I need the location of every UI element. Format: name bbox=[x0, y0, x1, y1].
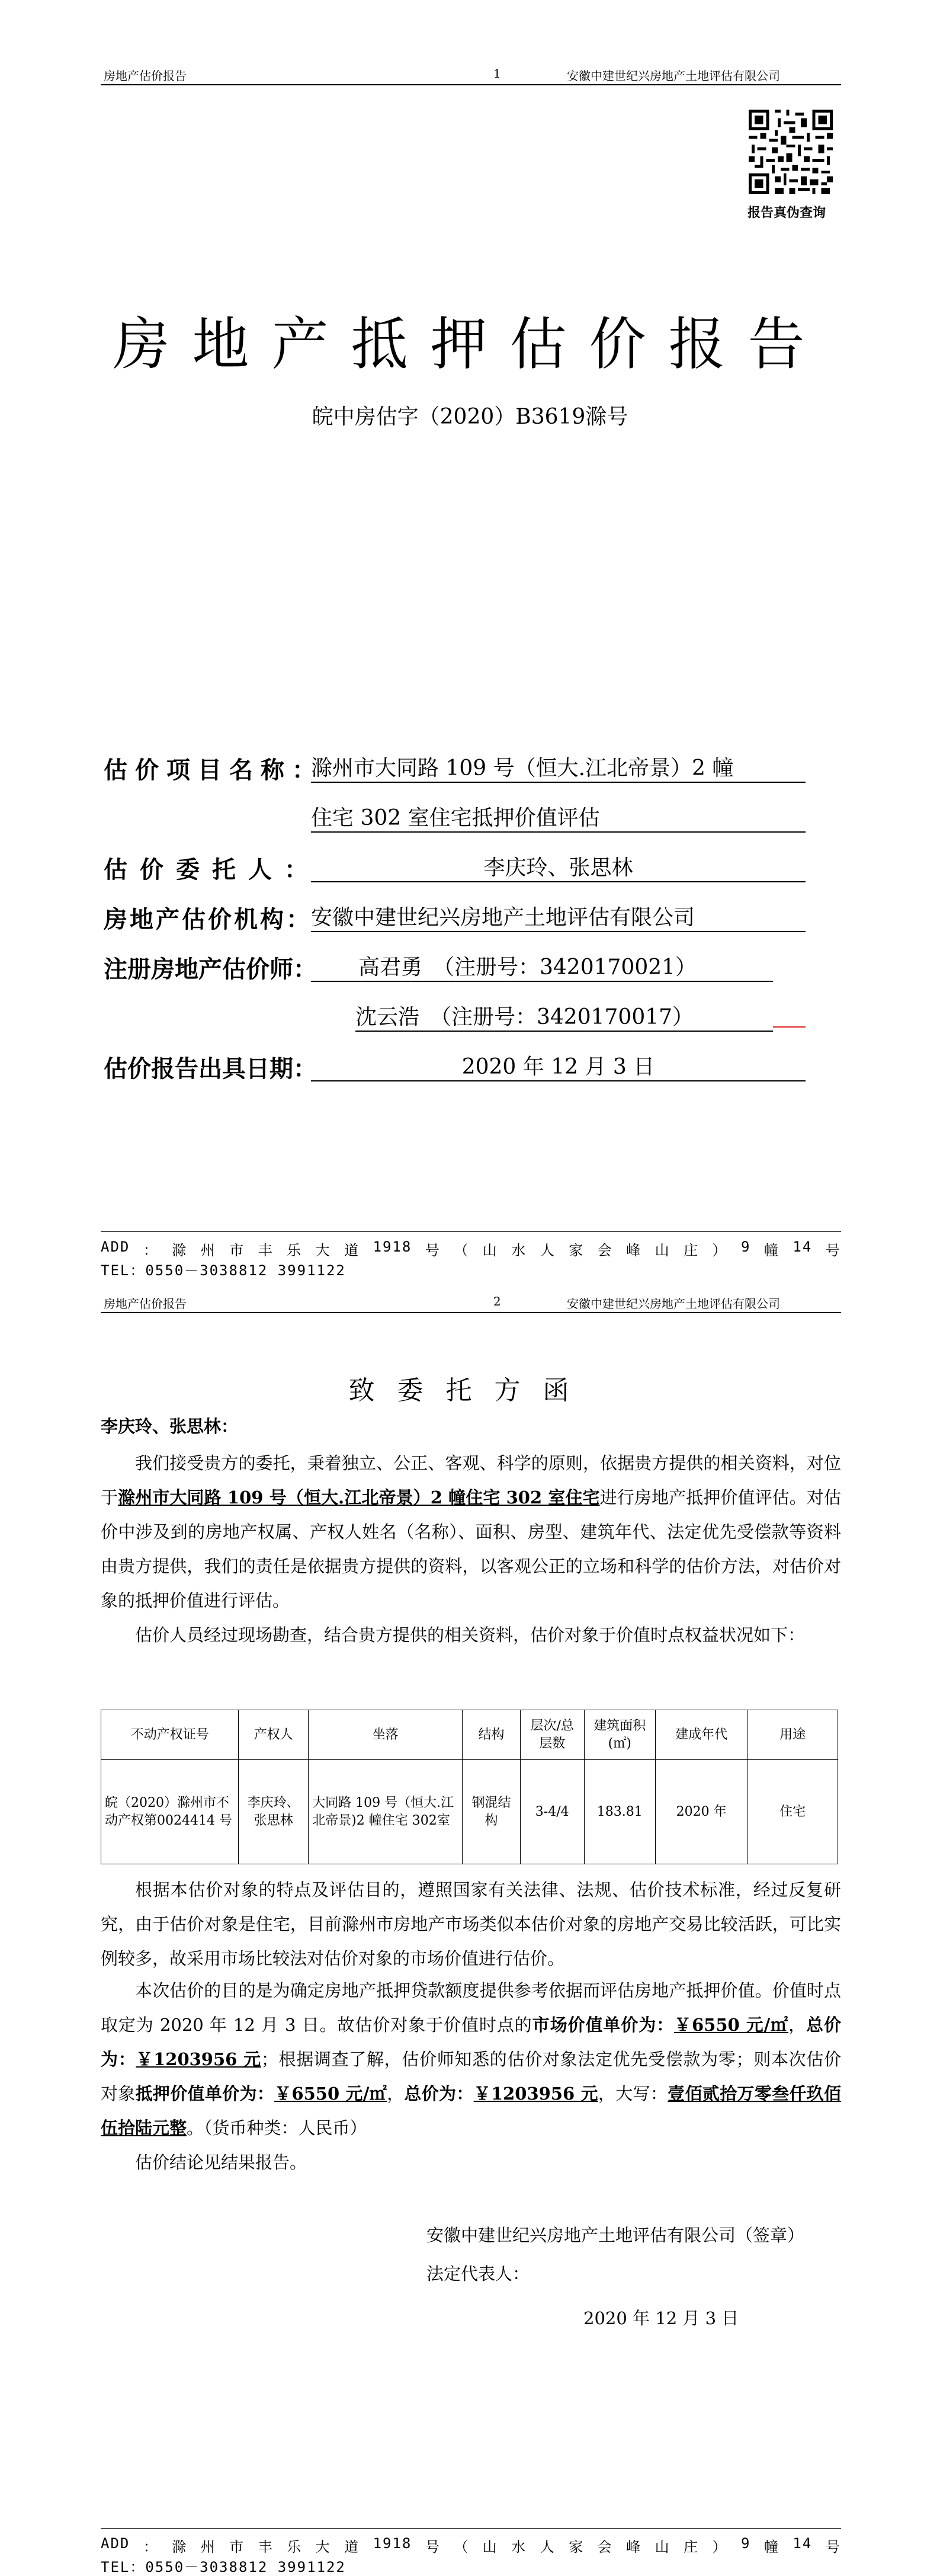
footer-address-token: ADD bbox=[101, 2535, 130, 2552]
table-cell: 皖（2020）滁州市不动产权第0024414 号 bbox=[101, 1760, 239, 1864]
letter-paragraph-3 bbox=[101, 1873, 841, 1976]
footer-address-token: ） bbox=[712, 1242, 728, 1259]
signature-date: 2020 年 12 月 3 日 bbox=[583, 2308, 739, 2328]
table-row bbox=[101, 1760, 838, 1864]
date-value: 2020 年 12 月 3 日 bbox=[311, 1050, 806, 1081]
table-cell: 2020 年 bbox=[655, 1760, 747, 1864]
header-divider bbox=[101, 1312, 841, 1313]
footer-address-token: 州 bbox=[200, 1242, 216, 1259]
red-mark bbox=[773, 1026, 806, 1028]
footer-address-token: 道 bbox=[344, 2539, 360, 2555]
market-unit-price-label: 市场价值单价为： bbox=[532, 2015, 675, 2035]
header-left: 房地产估价报告 bbox=[104, 1297, 187, 1311]
footer-address-token: 乐 bbox=[287, 1242, 303, 1259]
agency-value: 安徽中建世纪兴房地产土地评估有限公司 bbox=[311, 901, 806, 932]
footer-address-token: 峰 bbox=[626, 1242, 642, 1259]
client-value: 李庆玲、张思林 bbox=[311, 851, 806, 882]
report-number: 皖中房估字（2020）B3619滁号 bbox=[312, 405, 628, 429]
table-header-cell: 坐落 bbox=[309, 1710, 463, 1760]
footer-address-token: 水 bbox=[511, 1242, 527, 1259]
footer-address-token: 1918 bbox=[373, 1239, 412, 1255]
letter-paragraph-2 bbox=[101, 1618, 841, 1652]
table-header-cell: 不动产权证号 bbox=[101, 1710, 239, 1760]
agency-label: 房地产估价机构： bbox=[104, 906, 312, 933]
footer-address-token: 号 bbox=[825, 1242, 841, 1259]
mortgage-total-price: ￥1203956 元 bbox=[473, 2084, 598, 2104]
market-unit-price: ￥6550 元/㎡ bbox=[674, 2015, 789, 2035]
client-label: 估价委托人： bbox=[104, 856, 320, 884]
footer-address bbox=[101, 1239, 841, 1259]
footer-address-token: 市 bbox=[229, 2539, 245, 2555]
mortgage-unit-price: ￥6550 元/㎡ bbox=[274, 2084, 387, 2104]
signature-representative: 法定代表人： bbox=[426, 2264, 530, 2284]
property-table bbox=[101, 1710, 838, 1864]
header-right: 安徽中建世纪兴房地产土地评估有限公司 bbox=[567, 1297, 780, 1311]
table-header-cell: 层次/总层数 bbox=[520, 1710, 584, 1760]
salutation: 李庆玲、张思林： bbox=[101, 1416, 239, 1436]
signature-company: 安徽中建世纪兴房地产土地评估有限公司（签章） bbox=[426, 2225, 805, 2245]
footer-address-token: 9 bbox=[741, 2535, 751, 2552]
header-page-number: 1 bbox=[493, 66, 501, 81]
footer-address-token: 水 bbox=[511, 2539, 527, 2555]
footer-address-token: 14 bbox=[793, 1239, 813, 1255]
table-header-cell: 用途 bbox=[747, 1710, 838, 1760]
footer-divider bbox=[101, 1231, 841, 1232]
p4-comma: ， bbox=[387, 2084, 405, 2104]
footer-address-token: 家 bbox=[569, 1242, 585, 1259]
table-cell: 183.81 bbox=[584, 1760, 655, 1864]
footer-address-token: 山 bbox=[655, 1242, 670, 1259]
p4-comma: ， bbox=[788, 2015, 807, 2035]
footer-address-token: 丰 bbox=[258, 2539, 274, 2555]
property-address: 滁州市大同路 109 号（恒大.江北帝景）2 幢住宅 302 室住宅 bbox=[118, 1487, 600, 1508]
footer-address-token: 滁 bbox=[172, 1242, 188, 1259]
p1-text-c: 进行房地产抵押价值评估。对估价中涉及到的房地产权属、产权人姓名（名称）、面积、房型、建筑年代、法定优先受偿款等资料由贵方提供，我们的责任是依据贵方提供的资料，以客观公正的立场和科学的估价方法，对估价对象的抵押价值进行评估。 bbox=[101, 1487, 841, 1611]
appraiser-2-value: 沈云浩 （注册号：3420170017） bbox=[355, 1000, 773, 1032]
table-header-cell: 结构 bbox=[463, 1710, 521, 1760]
mortgage-total-label: 总价为： bbox=[404, 2084, 474, 2104]
footer-address-token: 号 bbox=[825, 2539, 841, 2555]
footer-address-token: 号 bbox=[425, 2539, 441, 2555]
letter-paragraph-4 bbox=[101, 1973, 841, 2145]
footer-address-token: ） bbox=[712, 2539, 728, 2555]
footer-address-token: 会 bbox=[597, 1242, 613, 1259]
footer-address-token: ： bbox=[143, 1242, 159, 1259]
footer-divider bbox=[101, 2528, 841, 2529]
footer-address-token: （ bbox=[454, 2539, 470, 2555]
footer-address-token: 9 bbox=[741, 1239, 751, 1255]
footer-address-token: 山 bbox=[482, 2539, 498, 2555]
letter-paragraph-5 bbox=[101, 2145, 841, 2180]
footer-address-token: ： bbox=[143, 2539, 159, 2555]
p4-currency: 。（货币种类：人民币） bbox=[187, 2118, 367, 2138]
footer-address-token: 幢 bbox=[763, 2539, 779, 2555]
footer-address-token: ADD bbox=[101, 1239, 130, 1255]
p4-text-g: ；根据调查了解，估价师知悉的估价对象法定优先受偿款为零；则本次估价对象 bbox=[101, 2049, 841, 2104]
footer-address-token: 山 bbox=[482, 1242, 498, 1259]
footer-address-token: 大 bbox=[315, 2539, 331, 2555]
footer-address-token: 市 bbox=[229, 1242, 245, 1259]
footer-address-token: 号 bbox=[425, 1242, 441, 1259]
table-cell: 李庆玲、张思林 bbox=[239, 1760, 309, 1864]
mortgage-unit-price-label: 抵押价值单价为： bbox=[135, 2084, 275, 2104]
date-label: 估价报告出具日期： bbox=[104, 1055, 317, 1083]
table-header-row bbox=[101, 1710, 838, 1760]
header-divider bbox=[101, 84, 841, 85]
footer-address-token: 会 bbox=[597, 2539, 613, 2555]
footer-address-token: 家 bbox=[569, 2539, 585, 2555]
table-header-cell: 建筑面积(㎡) bbox=[584, 1710, 655, 1760]
market-total-label: 总价为： bbox=[101, 2015, 841, 2069]
appraiser-label: 注册房地产估价师： bbox=[104, 956, 317, 983]
table-cell: 3-4/4 bbox=[520, 1760, 584, 1864]
qr-code-icon[interactable] bbox=[749, 110, 833, 194]
footer-address-token: 1918 bbox=[373, 2535, 412, 2552]
footer-address-token: 庄 bbox=[684, 1242, 700, 1259]
table-header-cell: 建成年代 bbox=[655, 1710, 747, 1760]
table-cell: 住宅 bbox=[747, 1760, 838, 1864]
footer-address-token: 山 bbox=[655, 2539, 670, 2555]
qr-caption: 报告真伪查询 bbox=[747, 206, 826, 220]
footer-address bbox=[101, 2535, 841, 2556]
footer-address-token: 滁 bbox=[172, 2539, 188, 2555]
footer-address-token: 幢 bbox=[763, 1242, 779, 1259]
footer-address-token: 庄 bbox=[684, 2539, 700, 2555]
p1-text-a: 我们接受贵方的委托，秉着独立、公正、客观、科学的原则，依据贵方提供的相关资料，对位于 bbox=[101, 1453, 841, 1508]
footer-address-token: 州 bbox=[200, 2539, 216, 2555]
footer-address-token: 人 bbox=[540, 2539, 556, 2555]
project-name-label: 估价项目名称： bbox=[104, 757, 323, 784]
footer-address-token: 峰 bbox=[626, 2539, 642, 2555]
p4-text-m: ，大写： bbox=[598, 2084, 668, 2104]
project-name-value-line2: 住宅 302 室住宅抵押价值评估 bbox=[311, 801, 806, 833]
header-page-number: 2 bbox=[493, 1294, 501, 1308]
footer-address-token: （ bbox=[454, 1242, 470, 1259]
table-cell: 大同路 109 号（恒大.江北帝景)2 幢住宅 302室 bbox=[309, 1760, 463, 1864]
footer-address-token: 大 bbox=[315, 1242, 331, 1259]
footer-address-token: 乐 bbox=[287, 2539, 303, 2555]
table-cell: 钢混结构 bbox=[463, 1760, 521, 1864]
footer-address-token: 14 bbox=[793, 2535, 813, 2552]
appraiser-1-value: 高君勇 （注册号：3420170021） bbox=[311, 951, 773, 982]
header-left: 房地产估价报告 bbox=[104, 69, 187, 83]
letter-title: 致委托方函 bbox=[348, 1375, 592, 1406]
market-total-price: ￥1203956 元 bbox=[136, 2049, 261, 2069]
table-header-cell: 产权人 bbox=[239, 1710, 309, 1760]
footer-address-token: 道 bbox=[344, 1242, 360, 1259]
p4-text: 本次估价的目的是为确定房地产抵押贷款额度提供参考依据而评估房地产抵押价值。价值时点取定为 2020 年 12 月 3 日。故估价对象于价值时点的 bbox=[101, 1980, 841, 2035]
report-title: 房地产抵押估价报告 bbox=[113, 311, 827, 377]
p2-text: 估价人员经过现场勘查，结合贵方提供的相关资料，估价对象于价值时点权益状况如下： bbox=[135, 1625, 806, 1645]
header-right: 安徽中建世纪兴房地产土地评估有限公司 bbox=[567, 69, 780, 83]
footer-tel: TEL：0550－3038812 3991122 bbox=[101, 1262, 346, 1279]
footer-tel: TEL：0550－3038812 3991122 bbox=[101, 2559, 346, 2575]
p3-text: 根据本估价对象的特点及评估目的，遵照国家有关法律、法规、估价技术标准，经过反复研究，由于估价对象是住宅，目前滁州市房地产市场类似本估价对象的房地产交易比较活跃，可比实例较多，故采用市场比较法对估价对象的市场价值进行估价。 bbox=[101, 1880, 841, 1969]
footer-address-token: 丰 bbox=[258, 1242, 274, 1259]
footer-address-token: 人 bbox=[540, 1242, 556, 1259]
project-name-value-line1: 滁州市大同路 109 号（恒大.江北帝景）2 幢 bbox=[311, 751, 806, 783]
letter-paragraph-1 bbox=[101, 1446, 841, 1618]
p5-text: 估价结论见结果报告。 bbox=[135, 2152, 307, 2172]
amount-in-words: 壹佰贰拾万零叁仟玖佰伍拾陆元整 bbox=[101, 2084, 841, 2138]
